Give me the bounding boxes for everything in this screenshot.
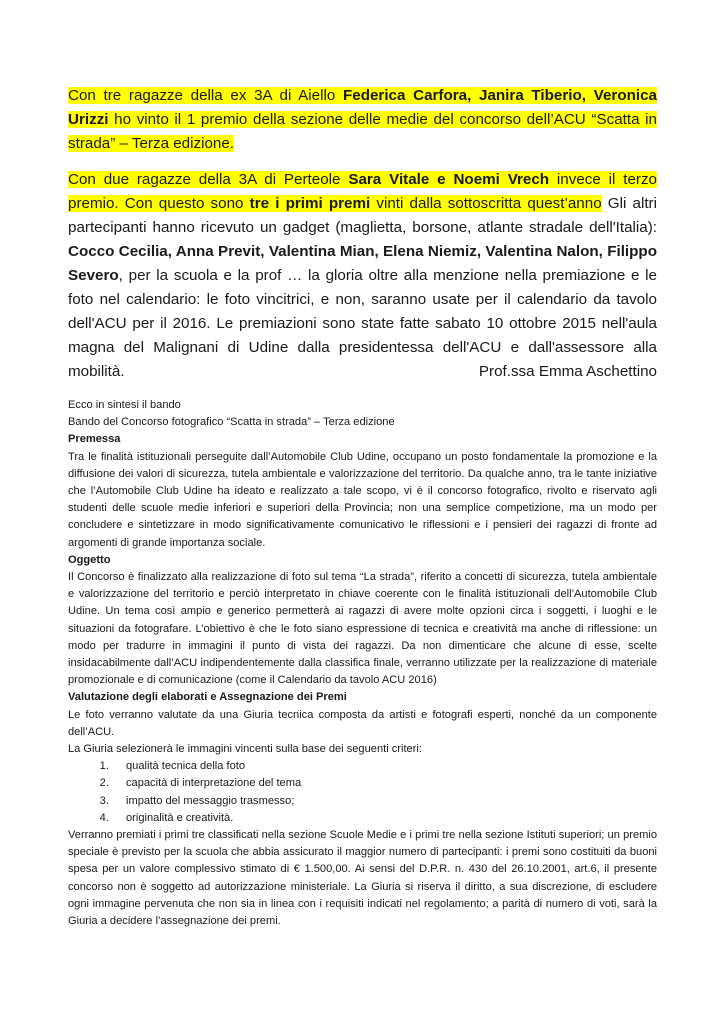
heading-oggetto: Oggetto: [68, 553, 111, 566]
bold-text: tre i primi premi: [249, 195, 371, 212]
list-item: 4. originalità e creatività.: [112, 810, 657, 827]
list-item: 1. qualità tecnica della foto: [112, 758, 657, 775]
bando-intro: Ecco in sintesi il bando: [68, 399, 181, 411]
signature: Prof.ssa Emma Aschettino: [478, 363, 657, 380]
heading-valutazione: Valutazione degli elaborati e Assegnazione dei Premi: [68, 691, 347, 704]
highlighted-text: [68, 87, 657, 152]
participant-names: Cocco Cecilia, Anna Previt, Valentina Mian, Elena Niemiz, Valentina Nalon, Filippo Severo: [68, 243, 657, 284]
heading-premessa: Premessa: [68, 433, 121, 446]
list-item: 3. impatto del messaggio trasmesso;: [112, 793, 657, 810]
oggetto-text: Il Concorso è finalizzato alla realizzazione di foto sul tema “La strada”, riferito a concetti di sicurezza, tutela ambientale e valorizzazione del territorio e perciò interpretato in chiave coerente con le finalità istituzionali dell’Automobile Club Udine. Un tema così ampio e generico permetterà ai ragazzi di avere molte opzioni circa i soggetti, i luoghi e le situazioni da fotografare. L’obiettivo è che le foto siano espressione di tecnica e creatività ma anche di riflessione: un modo per tradurre in immagini il punto di vista dei ragazzi. Da non dimenticare che alcune di esse, scelte insidacabilmente dall’ACU indipendentemente dalla classifica finale, verranno utilizzate per la realizzazione di materiale promozionale e di comunicazione (come il Calendario da tavolo ACU 2016): [68, 571, 657, 687]
paragraph-third-prize: [68, 168, 657, 384]
highlighted-text: [68, 171, 657, 212]
bando-title: Bando del Concorso fotografico “Scatta in strada” – Terza edizione: [68, 416, 395, 429]
text: , per la scuola e la prof … la gloria oltre alla menzione nella premiazione e le foto nel calendario: le foto vincitrici, e non, saranno usate per il calendario da tavolo dell'ACU per il 2016. Le premiazioni sono state fatte sabato 10 ottobre 2015 nell'aula magna del Malignani di Udine dalla presidentessa dell'ACU e dall'assessore alla mobilità.: [68, 267, 657, 380]
chiusura-text: Verranno premiati i primi tre classificati nella sezione Scuole Medie e i primi tre nella sezione Istituti superiori; un premio speciale è previsto per la scuola che abbia assicurato il maggior numero di partecipanti: i premi sono costituiti da buoni spesa per un valore complessivo stimato di € 1.500,00. Ai sensi del D.P.R. n. 430 del 26.10.2001, art.6, il presente concorso non è soggetto ad autorizzazione ministeriale. La Giuria si riserva il diritto, a sua discrezione, di escludere ogni immagine pervenuta che non sia in linea con i requisiti indicati nel regolamento; a parità di numero di voti, sarà la Giuria a decidere l’assegnazione dei premi.: [68, 829, 657, 928]
text: invece il terzo premio. Con questo sono: [68, 171, 658, 212]
valutazione-text: Le foto verranno valutate da una Giuria tecnica composta da artisti e fotografi esperti, nonché da un componente dell’ACU.: [68, 708, 657, 738]
text: ho vinto il 1 premio della sezione delle medie del concorso dell’ACU “Scatta in strada” – Terza edizione.: [68, 111, 657, 152]
winner-names: Federica Carfora, Janira Tiberio, Veronica Urizzi: [68, 87, 657, 128]
premessa-text: Tra le finalità istituzionali perseguite dall’Automobile Club Udine, occupano un posto fondamentale la promozione e la diffusione dei valori di sicurezza, tutela ambientale e valorizzazione del territorio. Da qualche anno, tra le tante iniziative che l’Automobile Club Udine ha ideato e realizzato a tale scopo, vi è il concorso fotografico, rivolto e riservato agli studenti delle scuole medie inferiori e superiori della Provincia; non una semplice competizione, ma un modo per concludere e sintetizzare in modo significativamente comunicativo le riflessioni e i pensieri dei ragazzi di fronte ad argomenti di grande importanza sociale.: [68, 450, 657, 549]
text: Con tre ragazze della ex 3A di Aiello: [68, 87, 343, 104]
paragraph-first-prize: [68, 84, 657, 156]
winner-names: Sara Vitale e Noemi Vrech: [348, 171, 550, 188]
text: vinti dalla sottoscritta quest’anno: [370, 195, 602, 212]
bando-section: [68, 397, 657, 930]
list-item: 2. capacità di interpretazione del tema: [112, 775, 657, 792]
text: Gli altri partecipanti hanno ricevuto un gadget (maglietta, borsone, atlante stradale dell'Italia):: [68, 195, 657, 236]
text: Con due ragazze della 3A di Perteole: [68, 171, 349, 188]
criteri-intro: La Giuria selezionerà le immagini vincenti sulla base dei seguenti criteri:: [68, 743, 422, 756]
criteri-list: [68, 758, 657, 827]
